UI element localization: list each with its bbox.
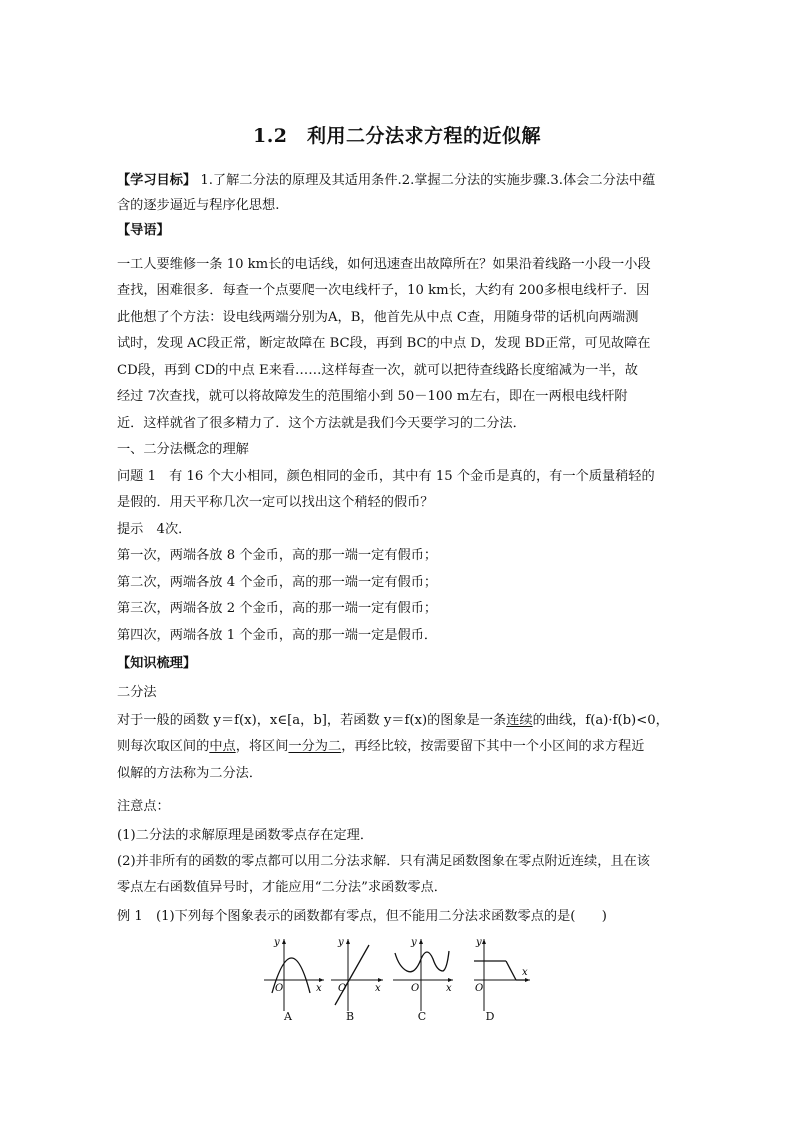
figure-d-y-label: y xyxy=(476,937,482,948)
figure-c-graph xyxy=(391,933,471,1013)
figure-d-x-label: x xyxy=(522,967,528,978)
definition-line-1 xyxy=(117,712,687,730)
hint-line: 提示 4次． xyxy=(117,522,192,537)
definition-text-1a: 对于一般的函数 y＝f(x)，x∈[a，b]，若函数 y＝f(x)的图象是一条 xyxy=(117,713,507,728)
figure-a-label: A xyxy=(284,1010,292,1023)
definition-text-2b: ，将区间 xyxy=(235,739,289,754)
figure-d-graph xyxy=(470,933,550,1013)
figure-c-origin: O xyxy=(411,983,420,994)
intro-line-4: 试时，发现 AC段正常，断定故障在 BC段，再到 BC的中点 D，发现 BD正常，可见故障在 xyxy=(117,336,651,351)
figure-a-x-label: x xyxy=(316,983,322,994)
page-title: 1.2 利用二分法求方程的近似解 xyxy=(252,125,542,147)
figure-b-origin: O xyxy=(338,983,347,994)
figure-b-x-label: x xyxy=(375,983,381,994)
definition-line-2 xyxy=(117,738,687,756)
definition-text-2c: ，再经比较，按需要留下其中一个小区间的求方程近 xyxy=(341,739,645,754)
figure-c-label: C xyxy=(417,1010,427,1023)
figure-c-y-label: y xyxy=(411,937,417,948)
note-1: (1)二分法的求解原理是函数零点存在定理． xyxy=(117,828,374,843)
objectives-label: 【学习目标】 xyxy=(117,173,197,188)
definition-line-3: 似解的方法称为二分法． xyxy=(117,766,263,781)
hint-step-1: 第一次，两端各放 8 个金币，高的那一端一定有假币； xyxy=(117,548,438,563)
problem-1-line-1: 问题 1 有 16 个大小相同，颜色相同的金币，其中有 15 个金币是真的，有一个质量稍轻的 xyxy=(117,469,655,484)
figure-a-origin: O xyxy=(275,983,284,994)
intro-line-6: 经过 7次查找，就可以将故障发生的范围缩小到 50－100 m左右，即在一两根电线杆附 xyxy=(117,389,628,404)
definition-blank-continuous: 连续 xyxy=(506,713,533,728)
intro-line-7: 近．这样就省了很多精力了．这个方法就是我们今天要学习的二分法． xyxy=(117,416,526,431)
definition-text-2a: 则每次取区间的 xyxy=(117,739,210,754)
hint-step-4: 第四次，两端各放 1 个金币，高的那一端一定是假币． xyxy=(117,628,438,643)
definition-blank-midpoint: 中点 xyxy=(209,739,236,754)
definition-blank-halve: 一分为二 xyxy=(288,739,342,754)
figure-a-y-label: y xyxy=(274,937,280,948)
figure-b-y-label: y xyxy=(338,937,344,948)
section-heading: 一、二分法概念的理解 xyxy=(117,442,249,457)
objectives-line-2: 含的逐步逼近与程序化思想. xyxy=(117,198,280,213)
intro-line-1: 一工人要维修一条 10 km长的电话线，如何迅速查出故障所在？如果沿着线路一小段一小段 xyxy=(117,257,651,272)
note-2-line-2: 零点左右函数值异号时，才能应用“二分法”求函数零点． xyxy=(117,880,447,895)
figure-d-origin: O xyxy=(475,983,484,994)
objectives-text-1: 1.了解二分法的原理及其适用条件.2.掌握二分法的实施步骤.3.体会二分法中蕴 xyxy=(196,173,656,188)
knowledge-term: 二分法 xyxy=(117,685,157,700)
intro-line-5: CD段，再到 CD的中点 E来看……这样每查一次，就可以把待查线路长度缩减为一半，故 xyxy=(117,363,638,378)
note-2-line-1: (2)并非所有的函数的零点都可以用二分法求解．只有满足函数图象在零点附近连续，且在该 xyxy=(117,854,650,869)
knowledge-label: 【知识梳理】 xyxy=(117,656,197,671)
figure-c-x-label: x xyxy=(446,983,452,994)
hint-step-3: 第三次，两端各放 2 个金币，高的那一端一定有假币； xyxy=(117,601,438,616)
intro-label: 【导语】 xyxy=(117,223,170,238)
notes-label: 注意点： xyxy=(117,799,170,814)
figure-d-label: D xyxy=(485,1010,495,1023)
definition-text-1b: 的曲线，f(a)·f(b)<0， xyxy=(532,713,669,728)
objectives-line-1 xyxy=(117,172,687,190)
hint-step-2: 第二次，两端各放 4 个金币，高的那一端一定有假币； xyxy=(117,575,438,590)
problem-1-line-2: 是假的．用天平称几次一定可以找出这个稍轻的假币？ xyxy=(117,495,434,510)
intro-line-2: 查找，困难很多．每查一个点要爬一次电线杆子，10 km长，大约有 200多根电线杆子．因 xyxy=(117,283,650,298)
example-1: 例 1 (1)下列每个图象表示的函数都有零点，但不能用二分法求函数零点的是( ) xyxy=(117,909,607,924)
figure-b-label: B xyxy=(345,1010,355,1023)
intro-line-3: 此他想了个方法：设电线两端分别为A，B，他首先从中点 C查，用随身带的话机向两端测 xyxy=(117,310,639,325)
